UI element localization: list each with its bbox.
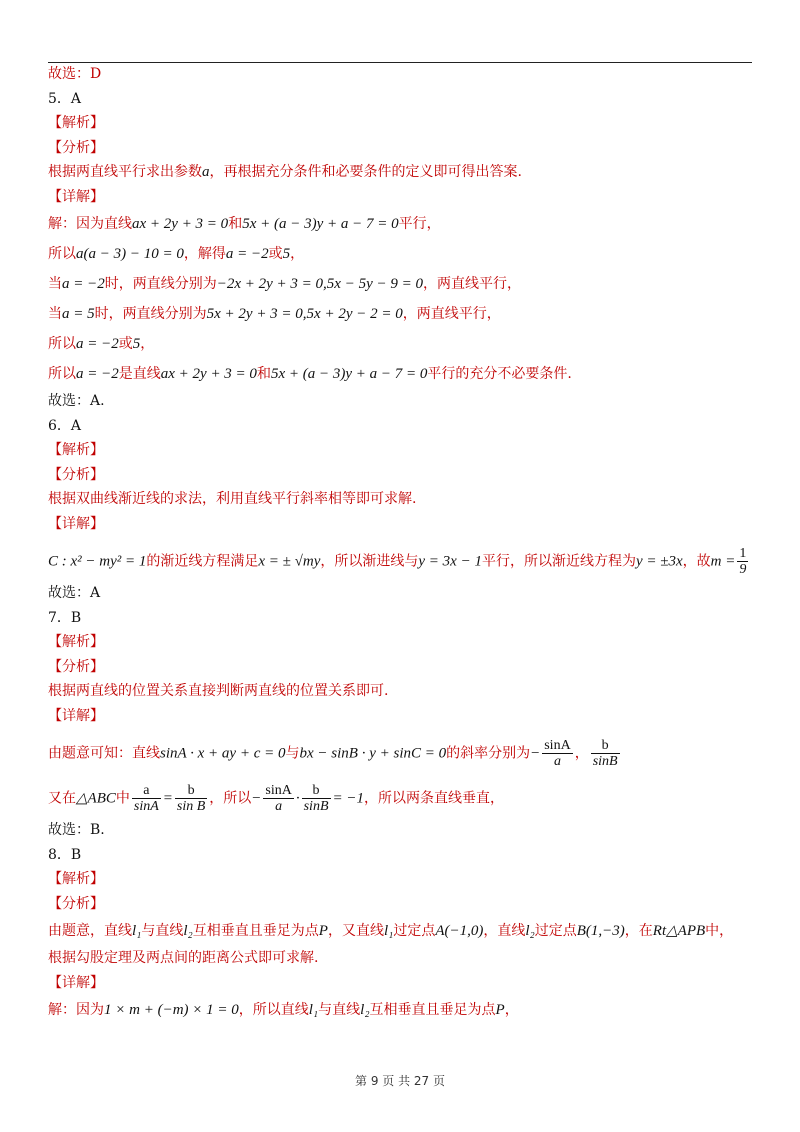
q8-title: 8．B <box>48 846 82 863</box>
numerator: sinA <box>544 738 571 753</box>
text: ，直线 <box>483 923 526 939</box>
math: = −1 <box>332 790 364 807</box>
q6-detail-line-1 <box>48 536 758 581</box>
text: ，再根据充分条件和必要条件的定义即可得出答案. <box>209 164 522 180</box>
numerator: 1 <box>739 546 747 561</box>
math: − <box>251 790 262 807</box>
text: 互相垂直且垂足为点 <box>369 1002 496 1018</box>
numerator: sinA <box>265 783 292 798</box>
math: l₁ <box>308 1002 319 1018</box>
math: 5x + 2y + 3 = 0,5x + 2y − 2 = 0 <box>206 306 403 322</box>
fraction <box>132 783 161 814</box>
text: 平行，所以渐近线方程为 <box>481 553 636 570</box>
text: 和 <box>256 366 271 382</box>
math: · <box>295 790 300 807</box>
math: △ABC <box>76 790 116 807</box>
math: a = −2 <box>76 336 119 352</box>
denominator: sin B <box>176 799 206 814</box>
q7-detail-line-2 <box>48 773 758 818</box>
answer-text: 故选：D <box>48 66 102 82</box>
text: ，所以 <box>209 790 252 807</box>
text: 由题意，直线 <box>48 923 132 939</box>
text: 根据两直线平行求出参数 <box>48 164 202 180</box>
text: 或 <box>118 336 133 352</box>
fraction <box>175 783 207 814</box>
text: ，两直线平行， <box>423 276 521 292</box>
q7-answer: 故选：B. <box>48 822 105 838</box>
q7-jiexi-heading: 【解析】 <box>48 634 104 650</box>
q7-xiangjie-heading: 【详解】 <box>48 707 104 724</box>
numerator: b <box>302 783 331 799</box>
q5-title: 5．A <box>48 90 82 107</box>
math: C : x² − my² = 1 <box>48 553 147 570</box>
text: ，所以直线 <box>238 1002 309 1018</box>
math: − <box>530 745 541 762</box>
q8-analysis-line-2: 根据勾股定理及两点间的距离公式即可求解. <box>48 950 319 966</box>
math: x = ± √my <box>258 553 321 570</box>
fraction <box>302 783 331 814</box>
math: = <box>162 790 173 807</box>
q5-detail-line-6 <box>48 359 758 389</box>
fraction <box>591 738 620 769</box>
text: ，故 <box>682 553 711 570</box>
text: 的斜率分别为 <box>446 745 531 762</box>
q8-fenxi-heading: 【分析】 <box>48 895 104 912</box>
text: 解：因为 <box>48 1002 104 1018</box>
q7-detail-line-1 <box>48 728 758 773</box>
text: 中 <box>115 790 130 807</box>
text: 互相垂直且垂足为点 <box>192 923 319 939</box>
text: ，所以渐进线与 <box>320 553 419 570</box>
text: 平行， <box>398 216 441 232</box>
text: 时，两直线分别为 <box>104 276 217 292</box>
text: 平行的充分不必要条件. <box>427 366 572 382</box>
math: Rt△APB <box>652 923 706 939</box>
text: 过定点 <box>534 923 577 939</box>
q5-jiexi-heading: 【解析】 <box>48 115 104 131</box>
text: 与直线 <box>318 1002 361 1018</box>
text: 是直线 <box>118 366 161 382</box>
q6-title: 6．A <box>48 417 82 434</box>
math: A(−1,0) <box>435 923 484 939</box>
math: a = −2 <box>225 246 269 262</box>
text: 解：因为直线 <box>48 216 132 232</box>
math: l₁ <box>132 923 142 939</box>
q5-detail-line-2 <box>48 239 758 269</box>
math: 5x + (a − 3)y + a − 7 = 0 <box>270 366 428 382</box>
q6-jiexi-heading: 【解析】 <box>48 442 104 458</box>
denominator: sinB <box>592 754 618 769</box>
q7-title: 7．B <box>48 609 82 626</box>
text: 所以 <box>48 366 76 382</box>
q5-detail-line-4 <box>48 299 758 329</box>
math: −2x + 2y + 3 = 0,5x − 5y − 9 = 0 <box>216 276 423 292</box>
math: y = ±3x <box>635 553 683 570</box>
numerator: b <box>591 738 620 754</box>
text: 所以 <box>48 336 76 352</box>
prev-answer <box>48 62 758 87</box>
text: ，又直线 <box>327 923 384 939</box>
math: a <box>202 164 210 180</box>
math: a = −2 <box>62 276 105 292</box>
text: 又在 <box>48 790 76 807</box>
q8-detail-line-1 <box>48 995 758 1025</box>
text: 由题意可知：直线 <box>48 745 160 762</box>
q5-detail-line-5 <box>48 329 758 359</box>
q5-fenxi-heading: 【分析】 <box>48 139 104 156</box>
text: 与直线 <box>141 923 184 939</box>
numerator: b <box>175 783 207 799</box>
text: ，在 <box>624 923 653 939</box>
denominator: sinB <box>303 799 329 814</box>
math: a = −2 <box>76 366 119 382</box>
text: ，两直线平行， <box>402 306 501 322</box>
math: P <box>495 1002 505 1018</box>
math: y = 3x − 1 <box>418 553 482 570</box>
text: ，解得 <box>183 246 226 262</box>
math: m = <box>710 553 736 570</box>
fraction <box>737 546 748 577</box>
q5-detail-line-1 <box>48 209 758 239</box>
text: 过定点 <box>393 923 436 939</box>
q8-analysis-line-1 <box>48 916 758 946</box>
math: l₂ <box>360 1002 370 1018</box>
text: ， <box>140 336 155 352</box>
q8-jiexi-heading: 【解析】 <box>48 871 104 887</box>
math: a(a − 3) − 10 = 0 <box>76 246 184 262</box>
text: 当 <box>48 306 62 322</box>
fraction <box>542 738 572 769</box>
math: a = 5 <box>62 306 95 322</box>
math: P <box>318 923 328 939</box>
numerator: a <box>132 783 161 799</box>
math: sinA · x + ay + c = 0 <box>160 745 286 762</box>
q7-analysis: 根据两直线的位置关系直接判断两直线的位置关系即可. <box>48 683 389 699</box>
text: 与 <box>285 745 300 762</box>
q6-xiangjie-heading: 【详解】 <box>48 515 104 532</box>
math: ax + 2y + 3 = 0 <box>132 216 229 232</box>
q5-xiangjie-heading: 【详解】 <box>48 188 104 205</box>
text: 或 <box>268 246 283 262</box>
text: 和 <box>228 216 243 232</box>
denominator: a <box>275 799 283 814</box>
q6-answer: 故选：A <box>48 585 101 601</box>
math: l₂ <box>525 923 535 939</box>
q5-analysis <box>48 160 758 185</box>
q6-analysis: 根据双曲线渐近线的求法，利用直线平行斜率相等即可求解. <box>48 491 417 507</box>
text: 当 <box>48 276 62 292</box>
q8-xiangjie-heading: 【详解】 <box>48 974 104 991</box>
math: B(1,−3) <box>576 923 625 939</box>
fraction <box>263 783 293 814</box>
math: ax + 2y + 3 = 0 <box>160 366 257 382</box>
denominator: sinA <box>133 799 159 814</box>
text: ，所以两条直线垂直， <box>364 790 504 807</box>
math: 5 <box>282 246 291 262</box>
text: 的渐近线方程满足 <box>146 553 259 570</box>
text: 时，两直线分别为 <box>94 306 207 322</box>
q5-answer: 故选：A. <box>48 393 105 409</box>
math: bx − sinB · y + sinC = 0 <box>299 745 447 762</box>
denominator: 9 <box>739 562 747 577</box>
math: l₁ <box>383 923 394 939</box>
text: 所以 <box>48 246 76 262</box>
page-footer: 第 9 页 共 27 页 <box>355 1074 445 1088</box>
q7-fenxi-heading: 【分析】 <box>48 658 104 675</box>
math: 5 <box>132 336 141 352</box>
text: ， <box>504 1002 519 1018</box>
text: ， <box>574 745 589 762</box>
page-content <box>48 62 758 1025</box>
text: 中， <box>705 923 734 939</box>
math: l₂ <box>183 923 193 939</box>
math: 5x + (a − 3)y + a − 7 = 0 <box>242 216 399 232</box>
q5-detail-line-3 <box>48 269 758 299</box>
denominator: a <box>553 754 561 769</box>
math: 1 × m + (−m) × 1 = 0 <box>104 1002 239 1018</box>
text: ， <box>290 246 305 262</box>
q6-fenxi-heading: 【分析】 <box>48 466 104 483</box>
